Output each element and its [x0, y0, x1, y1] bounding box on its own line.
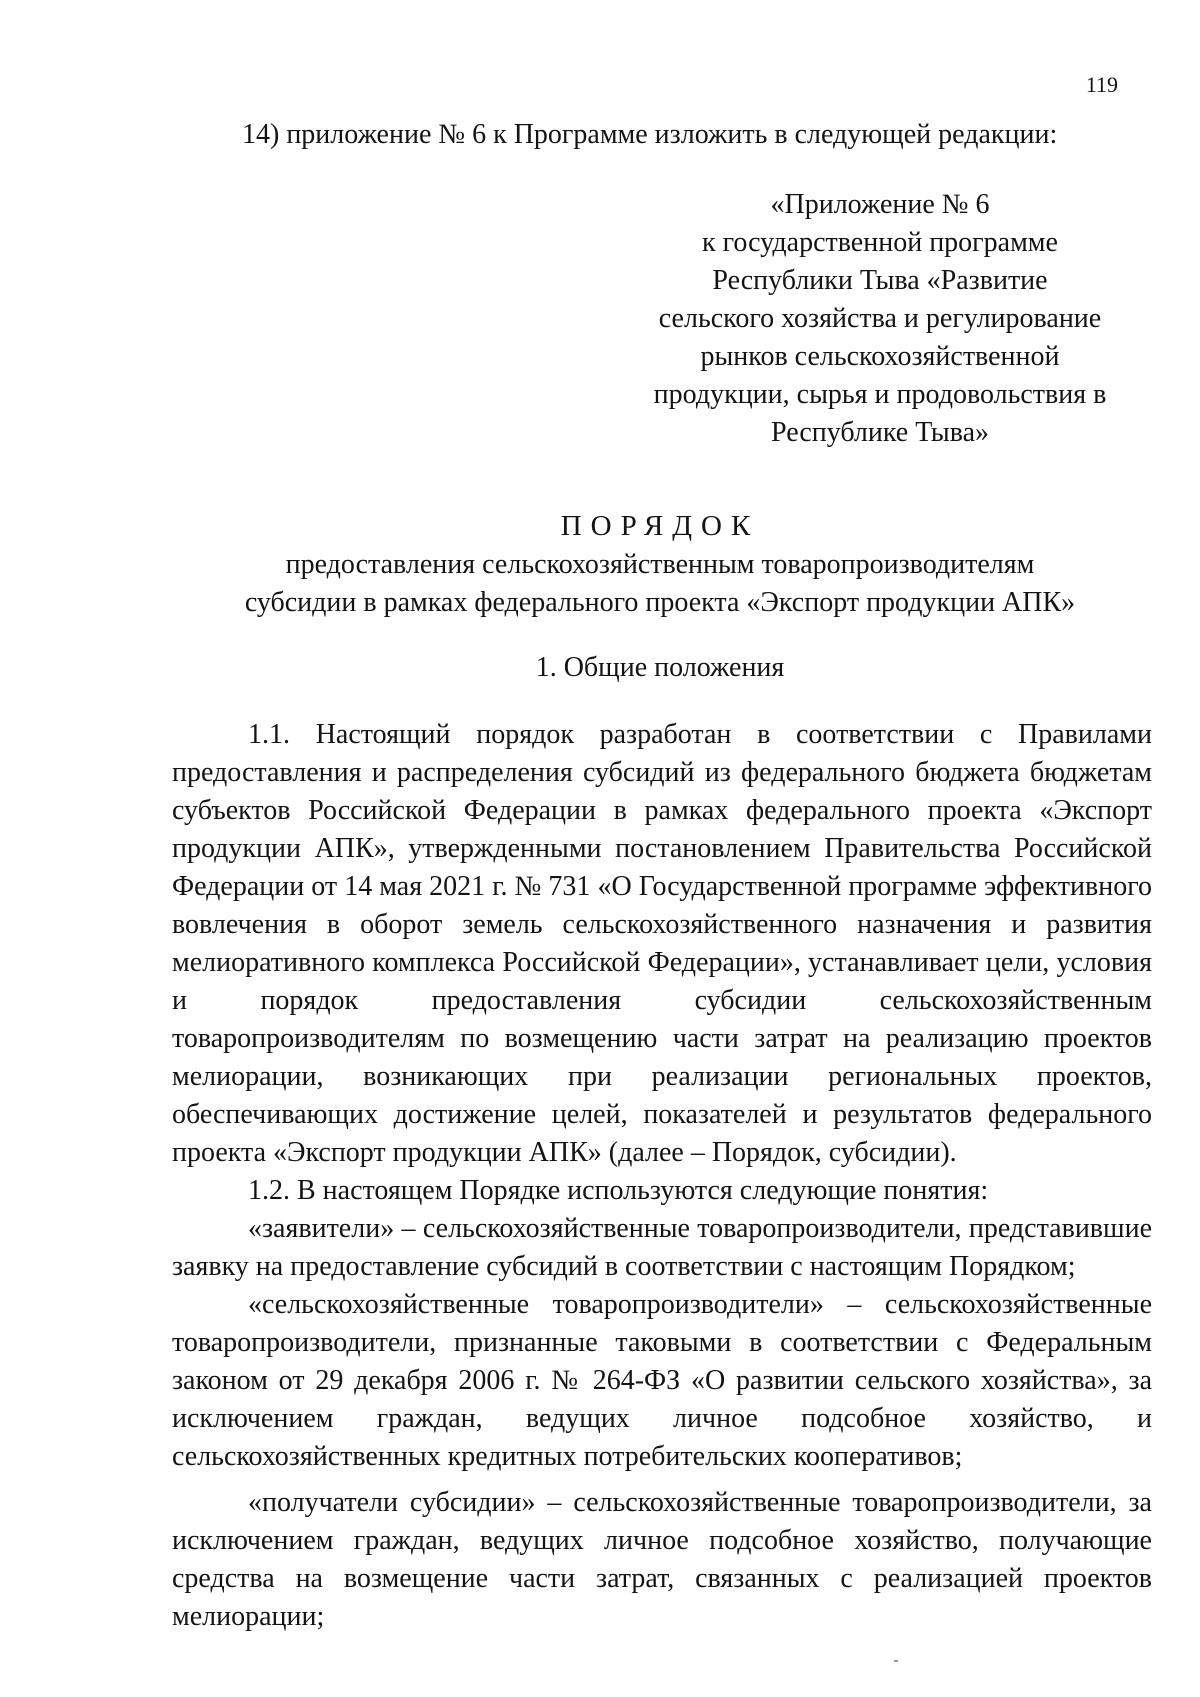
section-heading: 1. Общие положения: [535, 652, 785, 683]
document-subtitle-line: предоставления сельскохозяйственным товаропроизводителям: [285, 549, 1035, 580]
appendix-header-line: к государственной программе: [702, 227, 1058, 258]
scan-speck: [894, 1660, 898, 1662]
definition-agricultural-producers: «сельскохозяйственные товаропроизводители» – сельскохозяйственные товаропроизводители, признанные таковыми в соответствии с Федеральным законом от 29 декабря 2006 г. № 264-ФЗ «О развитии сельского хозяйства», за исключением граждан, ведущих личное подсобное хозяйство, и сельскохозяйственных кредитных потребительских кооперативов;: [172, 1289, 1152, 1472]
paragraph-1-1: 1.1. Настоящий порядок разработан в соответствии с Правилами предоставления и распределения субсидий из федерального бюджета бюджетам субъектов Российской Федерации в рамках федерального проекта «Экспорт продукции АПК», утвержденными постановлением Правительства Российской Федерации от 14 мая 2021 г. № 731 «О Государственной программе эффективного вовлечения в оборот земель сельскохозяйственного назначения и развития мелиоративного комплекса Российской Федерации», устанавливает цели, условия и порядок предоставления субсидии сельскохозяйственным товаропроизводителям по возмещению части затрат на реализацию проектов мелиорации, возникающих при реализации региональных проектов, обеспечивающих достижение целей, показателей и результатов федерального проекта «Экспорт продукции АПК» (далее – Порядок, субсидии).: [172, 719, 1152, 1168]
appendix-header: [640, 186, 1120, 452]
document-title: ПОРЯДОК: [560, 510, 760, 542]
appendix-header-line: продукции, сырья и продовольствия в: [653, 379, 1107, 410]
definition-applicants: «заявители» – сельскохозяйственные товаропроизводители, представившие заявку на предоставление субсидий в соответствии с настоящим Порядком;: [172, 1213, 1152, 1282]
appendix-header-line: сельского хозяйства и регулирование: [658, 303, 1102, 334]
appendix-header-line: «Приложение № 6: [770, 189, 990, 220]
document-body: [172, 716, 1152, 1636]
paragraph-1-2: 1.2. В настоящем Порядке используются следующие понятия:: [248, 1175, 989, 1206]
amendment-intro: 14) приложение № 6 к Программе изложить в следующей редакции:: [242, 119, 1058, 150]
appendix-header-line: Республике Тыва»: [770, 417, 989, 448]
document-subtitle: [0, 546, 1200, 622]
page-number: 119: [1085, 72, 1118, 97]
document-subtitle-line: субсидии в рамках федерального проекта «Экспорт продукции АПК»: [244, 587, 1076, 618]
appendix-header-line: Республики Тыва «Развитие: [712, 265, 1048, 296]
appendix-header-line: рынков сельскохозяйственной: [700, 341, 1060, 372]
definition-subsidy-recipients: «получатели субсидии» – сельскохозяйственные товаропроизводители, за исключением граждан, ведущих личное подсобное хозяйство, получающие средства на возмещение части затрат, связанных с реализацией проектов мелиорации;: [172, 1487, 1152, 1632]
